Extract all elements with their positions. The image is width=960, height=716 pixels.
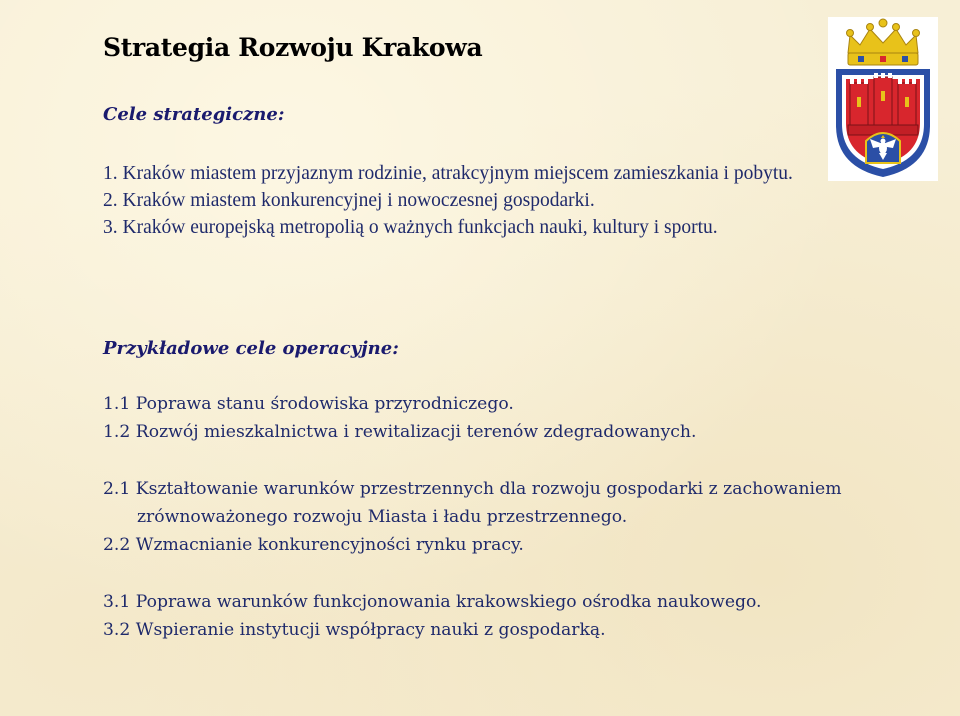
page-title: Strategia Rozwoju Krakowa: [103, 33, 483, 62]
operational-goals-heading: Przykładowe cele operacyjne:: [103, 338, 399, 359]
strategic-goal-3: 3. Kraków europejską metropolią o ważnych funkcjach nauki, kultury i sportu.: [103, 217, 718, 238]
operational-goal-3-1: 3.1 Poprawa warunków funkcjonowania krakowskiego ośrodka naukowego.: [103, 592, 762, 612]
krakow-coat-of-arms-icon: [828, 17, 938, 181]
strategic-goals-list: [103, 160, 803, 241]
operational-goal-2-1: 2.1 Kształtowanie warunków przestrzennych dla rozwoju gospodarki z zachowaniem zrównoważonego rozwoju Miasta i ładu przestrzennego.: [103, 479, 842, 527]
list-spacer: [103, 559, 903, 588]
list-spacer: [103, 446, 903, 475]
operational-goal-1-1: 1.1 Poprawa stanu środowiska przyrodniczego.: [103, 394, 514, 414]
operational-goal-2-2: 2.2 Wzmacnianie konkurencyjności rynku pracy.: [103, 535, 524, 555]
operational-goal-3-2: 3.2 Wspieranie instytucji współpracy nauki z gospodarką.: [103, 620, 606, 640]
strategic-goals-heading: Cele strategiczne:: [103, 104, 285, 125]
operational-goals-list: [103, 390, 903, 644]
operational-goal-1-2: 1.2 Rozwój mieszkalnictwa i rewitalizacji terenów zdegradowanych.: [103, 422, 697, 442]
strategic-goal-2: 2. Kraków miastem konkurencyjnej i nowoczesnej gospodarki.: [103, 190, 595, 211]
strategic-goal-1: 1. Kraków miastem przyjaznym rodzinie, atrakcyjnym miejscem zamieszkania i pobytu.: [103, 163, 793, 184]
